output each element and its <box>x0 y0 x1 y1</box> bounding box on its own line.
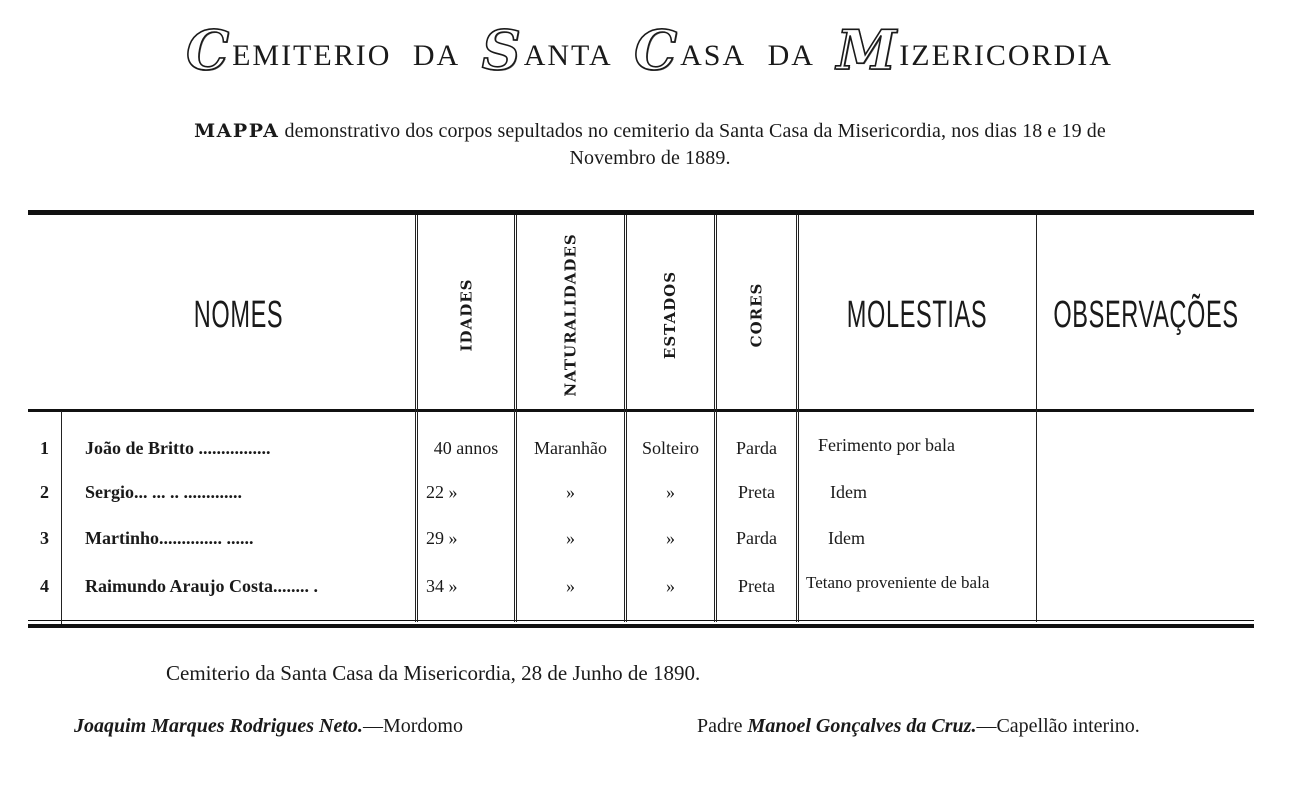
row-number: 3 <box>40 528 49 548</box>
column-divider <box>1036 215 1037 622</box>
place-date: Cemiterio da Santa Casa da Misericordia, 28 de Junho de 1890. <box>166 661 701 685</box>
document-subtitle <box>80 118 1220 172</box>
header-observacoes: OBSERVAÇÕES <box>1053 293 1239 336</box>
cell-nome: João de Britto ................ <box>85 438 271 458</box>
cell-cor: Parda <box>736 438 777 458</box>
table-bottom-rule-thin <box>28 620 1254 621</box>
cell-cor: Preta <box>738 482 775 502</box>
signature-right-role: —Capellão interino. <box>976 715 1140 737</box>
title-word: DA <box>767 39 815 72</box>
header-cores: CORES <box>747 282 766 348</box>
cell-molestia: Tetano proveniente de bala <box>806 573 990 592</box>
cell-estado: Solteiro <box>642 438 699 458</box>
signature-right-prefix: Padre <box>697 715 748 737</box>
table-top-rule <box>28 210 1254 215</box>
cell-molestia: Idem <box>828 528 865 548</box>
cell-idade: 22 » <box>426 482 458 502</box>
cell-cor: Parda <box>736 528 777 548</box>
document-title <box>0 18 1299 82</box>
cell-cor: Preta <box>738 576 775 596</box>
column-divider <box>61 411 62 624</box>
header-naturalidades: NATURALIDADES <box>561 233 580 397</box>
header-estados: ESTADOS <box>661 270 680 360</box>
cell-estado: » <box>666 482 675 502</box>
cell-idade: 34 » <box>426 576 458 596</box>
header-molestias: MOLESTIAS <box>846 293 988 336</box>
subtitle-line-1: demonstrativo dos corpos sepultados no cemiterio da Santa Casa da Misericordia, nos dias 18 e 19 de <box>284 120 1106 142</box>
title-word: CEMITERIO <box>186 18 392 82</box>
row-number: 1 <box>40 438 49 458</box>
title-word: SANTA <box>481 18 613 82</box>
cell-naturalidade: » <box>566 528 575 548</box>
cell-estado: » <box>666 528 675 548</box>
header-idades: IDADES <box>457 278 475 352</box>
signature-left-role: —Mordomo <box>362 715 463 737</box>
cell-nome: Raimundo Araujo Costa........ . <box>85 576 319 596</box>
signature-left-name: Joaquim Marques Rodrigues Neto. <box>74 715 363 737</box>
cell-naturalidade: » <box>566 576 575 596</box>
header-nomes: NOMES <box>193 293 284 336</box>
cell-nome: Sergio... ... .. ............. <box>85 482 242 502</box>
cell-molestia: Ferimento por bala <box>818 435 955 455</box>
cell-idade: 29 » <box>426 528 458 548</box>
cell-idade: 40 annos <box>433 438 499 458</box>
row-number: 4 <box>40 576 49 596</box>
burial-table <box>28 210 1254 638</box>
signature-left <box>74 715 463 738</box>
cell-naturalidade: » <box>566 482 575 502</box>
signature-right <box>697 715 1140 738</box>
cell-nome: Martinho.............. ...... <box>85 528 254 548</box>
table-bottom-rule <box>28 624 1254 628</box>
cell-naturalidade: Maranhão <box>534 438 607 458</box>
row-number: 2 <box>40 482 49 502</box>
signature-right-name: Manoel Gonçalves da Cruz. <box>747 715 977 737</box>
cell-molestia: Idem <box>830 482 867 502</box>
title-word: CASA <box>634 18 747 82</box>
column-divider <box>796 215 799 622</box>
subtitle-lead: MAPPA <box>194 120 280 142</box>
title-word: DA <box>412 39 461 72</box>
subtitle-line-2: Novembro de 1889. <box>569 147 731 169</box>
cell-estado: » <box>666 576 675 596</box>
title-word: MIZERICORDIA <box>836 18 1113 82</box>
